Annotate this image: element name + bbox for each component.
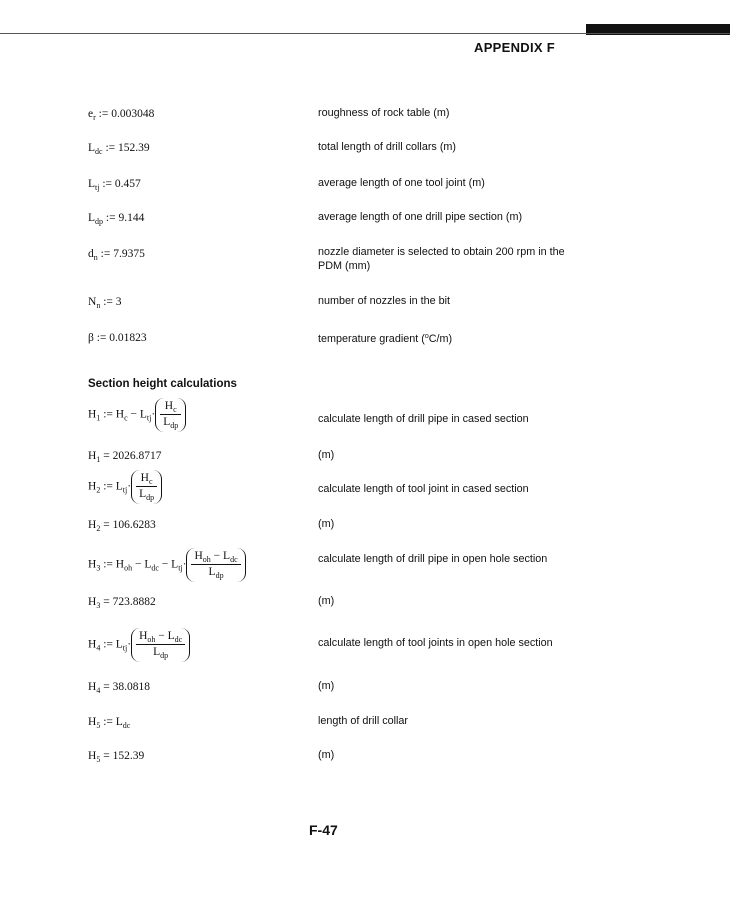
formula-h3-desc: calculate length of drill pipe in open hole section <box>318 553 548 565</box>
result-h3-unit: (m) <box>318 595 335 607</box>
appendix-title: APPENDIX F <box>474 40 556 55</box>
section-heading: Section height calculations <box>88 378 237 390</box>
param-er-desc: roughness of rock table (m) <box>318 107 450 119</box>
result-h2: $H_2 = 106.6283$ <box>88 519 156 533</box>
param-nn-desc: number of nozzles in the bit <box>318 295 451 307</box>
formula-h5-desc: length of drill collar <box>318 715 409 727</box>
result-h1: $H_1 = 2026.8717$ <box>88 450 162 464</box>
header-rule <box>0 33 730 34</box>
param-ldc-desc: total length of drill collars (m) <box>318 141 457 153</box>
formula-h3: $H_3$ := $H_{oh} - L_{dc} - L_{tj}\cdot$ $\frac{H_{oh} - L_{dc}}{L_{dp}}$ <box>88 548 246 582</box>
param-ldc: $L_{dc}$ := 152.39 <box>88 142 150 156</box>
param-beta-desc: temperature gradient ($^o$C/m) <box>318 333 453 345</box>
formula-h2: $H_2$ := $L_{tj}\cdot$ $\frac{H_c}{L_{dp}}$ <box>88 470 162 504</box>
param-dn: $d_n$ := 7.9375 <box>88 248 145 262</box>
param-nn: $N_n$ := 3 <box>88 296 122 310</box>
result-h4: $H_4 = 38.0818$ <box>88 681 150 695</box>
formula-h1-desc: calculate length of drill pipe in cased section <box>318 413 529 425</box>
formula-h5: $H_5$ := $L_{dc}$ <box>88 716 131 730</box>
result-h5-unit: (m) <box>318 749 335 761</box>
formula-h2-desc: calculate length of tool joint in cased section <box>318 483 529 495</box>
param-dn-desc: nozzle diameter is selected to obtain 200 rpm in the PDM (mm) <box>318 246 565 272</box>
param-ltj: $L_{tj}$ := 0.457 <box>88 178 141 192</box>
page-number: F-47 <box>309 822 338 838</box>
param-ldp-desc: average length of one drill pipe section (m) <box>318 211 523 223</box>
result-h5: $H_5 = 152.39$ <box>88 750 145 764</box>
param-er: $e_r$ := 0.003048 <box>88 108 155 122</box>
result-h4-unit: (m) <box>318 680 335 692</box>
param-ltj-desc: average length of one tool joint (m) <box>318 177 485 189</box>
result-h2-unit: (m) <box>318 518 335 530</box>
formula-h4: $H_4$ := $L_{tj}\cdot$ $\frac{H_{oh} - L_{dc}}{L_{dp}}$ <box>88 628 190 662</box>
param-beta: β := 0.01823 <box>88 332 147 344</box>
result-h3: $H_3 = 723.8882$ <box>88 596 156 610</box>
result-h1-unit: (m) <box>318 449 335 461</box>
param-ldp: $L_{dp}$ := 9.144 <box>88 212 145 226</box>
formula-h4-desc: calculate length of tool joints in open hole section <box>318 637 553 649</box>
formula-h1: $H_1$ := $H_c - L_{tj}\cdot$ $\frac{H_c}{L_{dp}}$ <box>88 398 186 432</box>
